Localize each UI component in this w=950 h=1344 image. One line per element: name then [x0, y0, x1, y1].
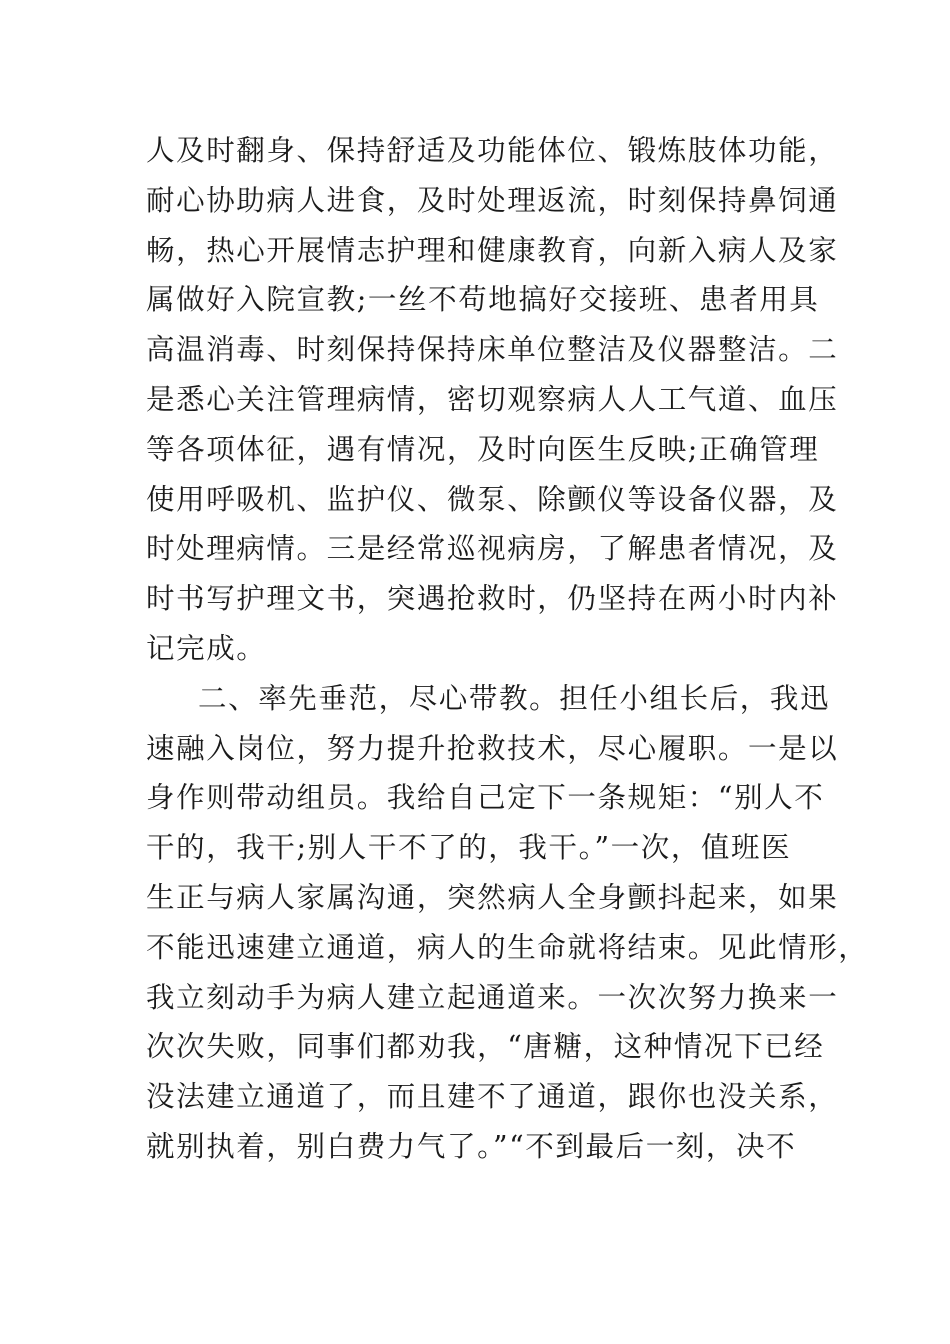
- text-line: 属做好入院宣教;一丝不苟地搞好交接班、患者用具: [146, 283, 820, 317]
- text-line: 时处理病情。三是经常巡视病房，了解患者情况，及: [146, 532, 839, 566]
- text-line: 人及时翻身、保持舒适及功能体位、锻炼肢体功能，: [146, 134, 839, 167]
- text-line: 使用呼吸机、监护仪、微泵、除颤仪等设备仪器，及: [146, 482, 839, 516]
- paragraph-start-line: 二、率先垂范，尽心带教。担任小组长后，我迅: [198, 681, 831, 715]
- body-text: [146, 126, 869, 1172]
- text-line: 是悉心关注管理病情，密切观察病人人工气道、血压: [146, 382, 839, 416]
- text-line: 记完成。: [146, 631, 267, 665]
- text-line: 没法建立通道了，而且建不了通道，跟你也没关系，: [146, 1080, 839, 1114]
- text-line: 不能迅速建立通道，病人的生命就将结束。见此情形，: [146, 930, 869, 964]
- text-line: 时书写护理文书，突遇抢救时，仍坚持在两小时内补: [146, 582, 839, 616]
- text-line: 就别执着，别白费力气了。”“不到最后一刻，决不: [146, 1129, 797, 1163]
- text-line: 我立刻动手为病人建立起通道来。一次次努力换来一: [146, 980, 839, 1014]
- text-line: 干的，我干;别人干不了的，我干。”一次，值班医: [146, 831, 792, 865]
- text-line: 速融入岗位，努力提升抢救技术，尽心履职。一是以: [146, 731, 839, 765]
- text-line: 生正与病人家属沟通，突然病人全身颤抖起来，如果: [146, 880, 839, 914]
- text-line: 耐心协助病人进食，及时处理返流，时刻保持鼻饲通: [146, 183, 839, 217]
- text-line: 身作则带动组员。我给自己定下一条规矩：“别人不: [146, 781, 825, 815]
- text-line: 畅，热心开展情志护理和健康教育，向新入病人及家: [146, 233, 839, 267]
- text-line: 次次失败，同事们都劝我，“唐糖，这种情况下已经: [146, 1030, 825, 1064]
- text-line: 高温消毒、时刻保持保持床单位整洁及仪器整洁。二: [146, 333, 839, 367]
- text-line: 等各项体征，遇有情况，及时向医生反映;正确管理: [146, 432, 820, 466]
